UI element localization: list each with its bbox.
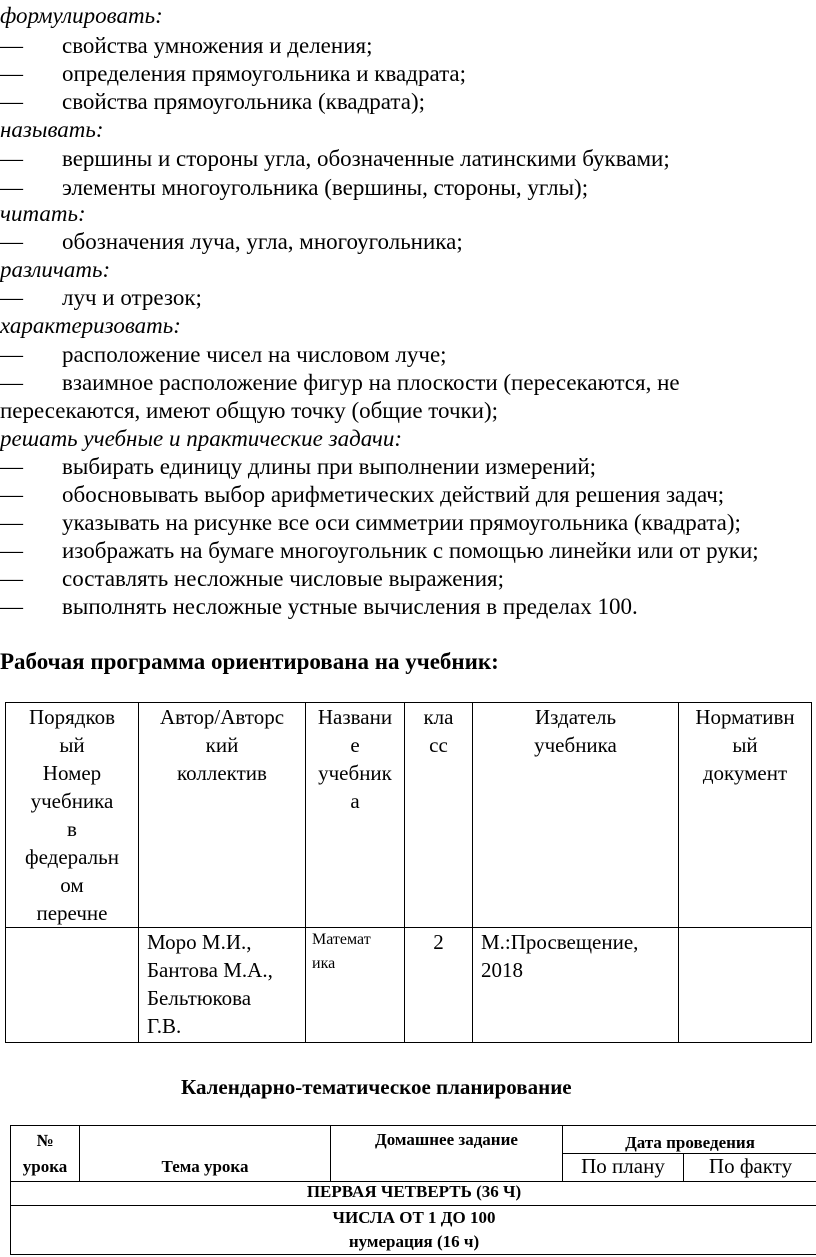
header-cell-author: Автор/Авторс кий коллектив xyxy=(139,703,306,928)
dash-bullet: — xyxy=(0,146,23,171)
header-cell-plan: По плану xyxy=(563,1154,684,1182)
list-item-text: луч и отрезок; xyxy=(62,285,202,310)
plan-table xyxy=(10,1125,816,1255)
header-cell-fact: По факту xyxy=(684,1154,816,1182)
list-item-text: элементы многоугольника (вершины, стороны, углы); xyxy=(62,175,589,200)
list-item-text: свойства умножения и деления; xyxy=(62,33,373,58)
header-cell-lesson-number: № урока xyxy=(11,1126,80,1182)
cell-document xyxy=(679,928,812,1043)
dash-bullet: — xyxy=(0,175,23,200)
plan-heading: Календарно-тематическое планирование xyxy=(181,1075,572,1099)
header-cell-grade: кла сс xyxy=(405,703,473,928)
dash-bullet: — xyxy=(0,566,23,591)
list-item-text: определения прямоугольника и квадрата; xyxy=(62,61,466,86)
header-cell-topic: Тема урока xyxy=(80,1126,331,1182)
dash-bullet: — xyxy=(0,229,23,254)
dash-bullet: — xyxy=(0,510,23,535)
quarter-title: ПЕРВАЯ ЧЕТВЕРТЬ (36 Ч) xyxy=(11,1182,816,1206)
section-heading: решать учебные и практические задачи: xyxy=(0,426,403,451)
dash-bullet: — xyxy=(0,33,23,58)
header-cell-document: Нормативн ый документ xyxy=(679,703,812,928)
list-item-text: вершины и стороны угла, обозначенные латинскими буквами; xyxy=(62,146,670,171)
list-item-text: расположение чисел на числовом луче; xyxy=(62,342,447,367)
list-item-text: выполнять несложные устные вычисления в пределах 100. xyxy=(62,594,638,619)
section-heading: характеризовать: xyxy=(0,313,181,338)
header-cell-title: Названи е учебник а xyxy=(306,703,405,928)
cell-grade: 2 xyxy=(405,928,473,1043)
cell-number xyxy=(6,928,139,1043)
cell-title: Математ ика xyxy=(306,928,405,1043)
section-heading: формулировать: xyxy=(0,3,163,28)
header-cell-date: Дата проведения xyxy=(563,1126,816,1154)
dash-bullet: — xyxy=(0,61,23,86)
cell-publisher: М.:Просвещение, 2018 xyxy=(473,928,679,1043)
header-cell-publisher: Издатель учебника xyxy=(473,703,679,928)
section-heading: читать: xyxy=(0,201,86,226)
list-item-continuation: пересекаются, имеют общую точку (общие точки); xyxy=(0,398,499,423)
dash-bullet: — xyxy=(0,594,23,619)
plan-header-row xyxy=(11,1126,816,1154)
header-cell-homework: Домашнее задание xyxy=(331,1126,563,1182)
dash-bullet: — xyxy=(0,342,23,367)
dash-bullet: — xyxy=(0,454,23,479)
dash-bullet: — xyxy=(0,370,23,395)
section-title: ЧИСЛА ОТ 1 ДО 100 нумерация (16 ч) xyxy=(11,1206,816,1255)
quarter-row xyxy=(11,1182,816,1206)
list-item-text: составлять несложные числовые выражения; xyxy=(62,566,504,591)
cell-author: Моро М.И., Бантова М.А., Бельтюкова Г.В. xyxy=(139,928,306,1043)
header-cell-number: Порядков ый Номер учебника в федеральн ом перечне xyxy=(6,703,139,928)
dash-bullet: — xyxy=(0,482,23,507)
list-item-text: изображать на бумаге многоугольник с помощью линейки или от руки; xyxy=(62,538,759,563)
dash-bullet: — xyxy=(0,89,23,114)
textbook-table xyxy=(5,702,812,1043)
section-row xyxy=(11,1206,816,1255)
list-item-text: указывать на рисунке все оси симметрии прямоугольника (квадрата); xyxy=(62,510,741,535)
dash-bullet: — xyxy=(0,285,23,310)
table-row xyxy=(6,928,812,1043)
section-heading: называть: xyxy=(0,117,104,142)
section-heading: различать: xyxy=(0,257,111,282)
list-item-text: выбирать единицу длины при выполнении измерений; xyxy=(62,454,597,479)
list-item-text: обозначения луча, угла, многоугольника; xyxy=(62,229,463,254)
textbook-heading: Рабочая программа ориентирована на учебник: xyxy=(0,649,499,674)
list-item-text: обосновывать выбор арифметических действий для решения задач; xyxy=(62,482,725,507)
list-item-text: взаимное расположение фигур на плоскости (пересекаются, не xyxy=(62,370,680,395)
table-header-row xyxy=(6,703,812,928)
dash-bullet: — xyxy=(0,538,23,563)
list-item-text: свойства прямоугольника (квадрата); xyxy=(62,89,425,114)
